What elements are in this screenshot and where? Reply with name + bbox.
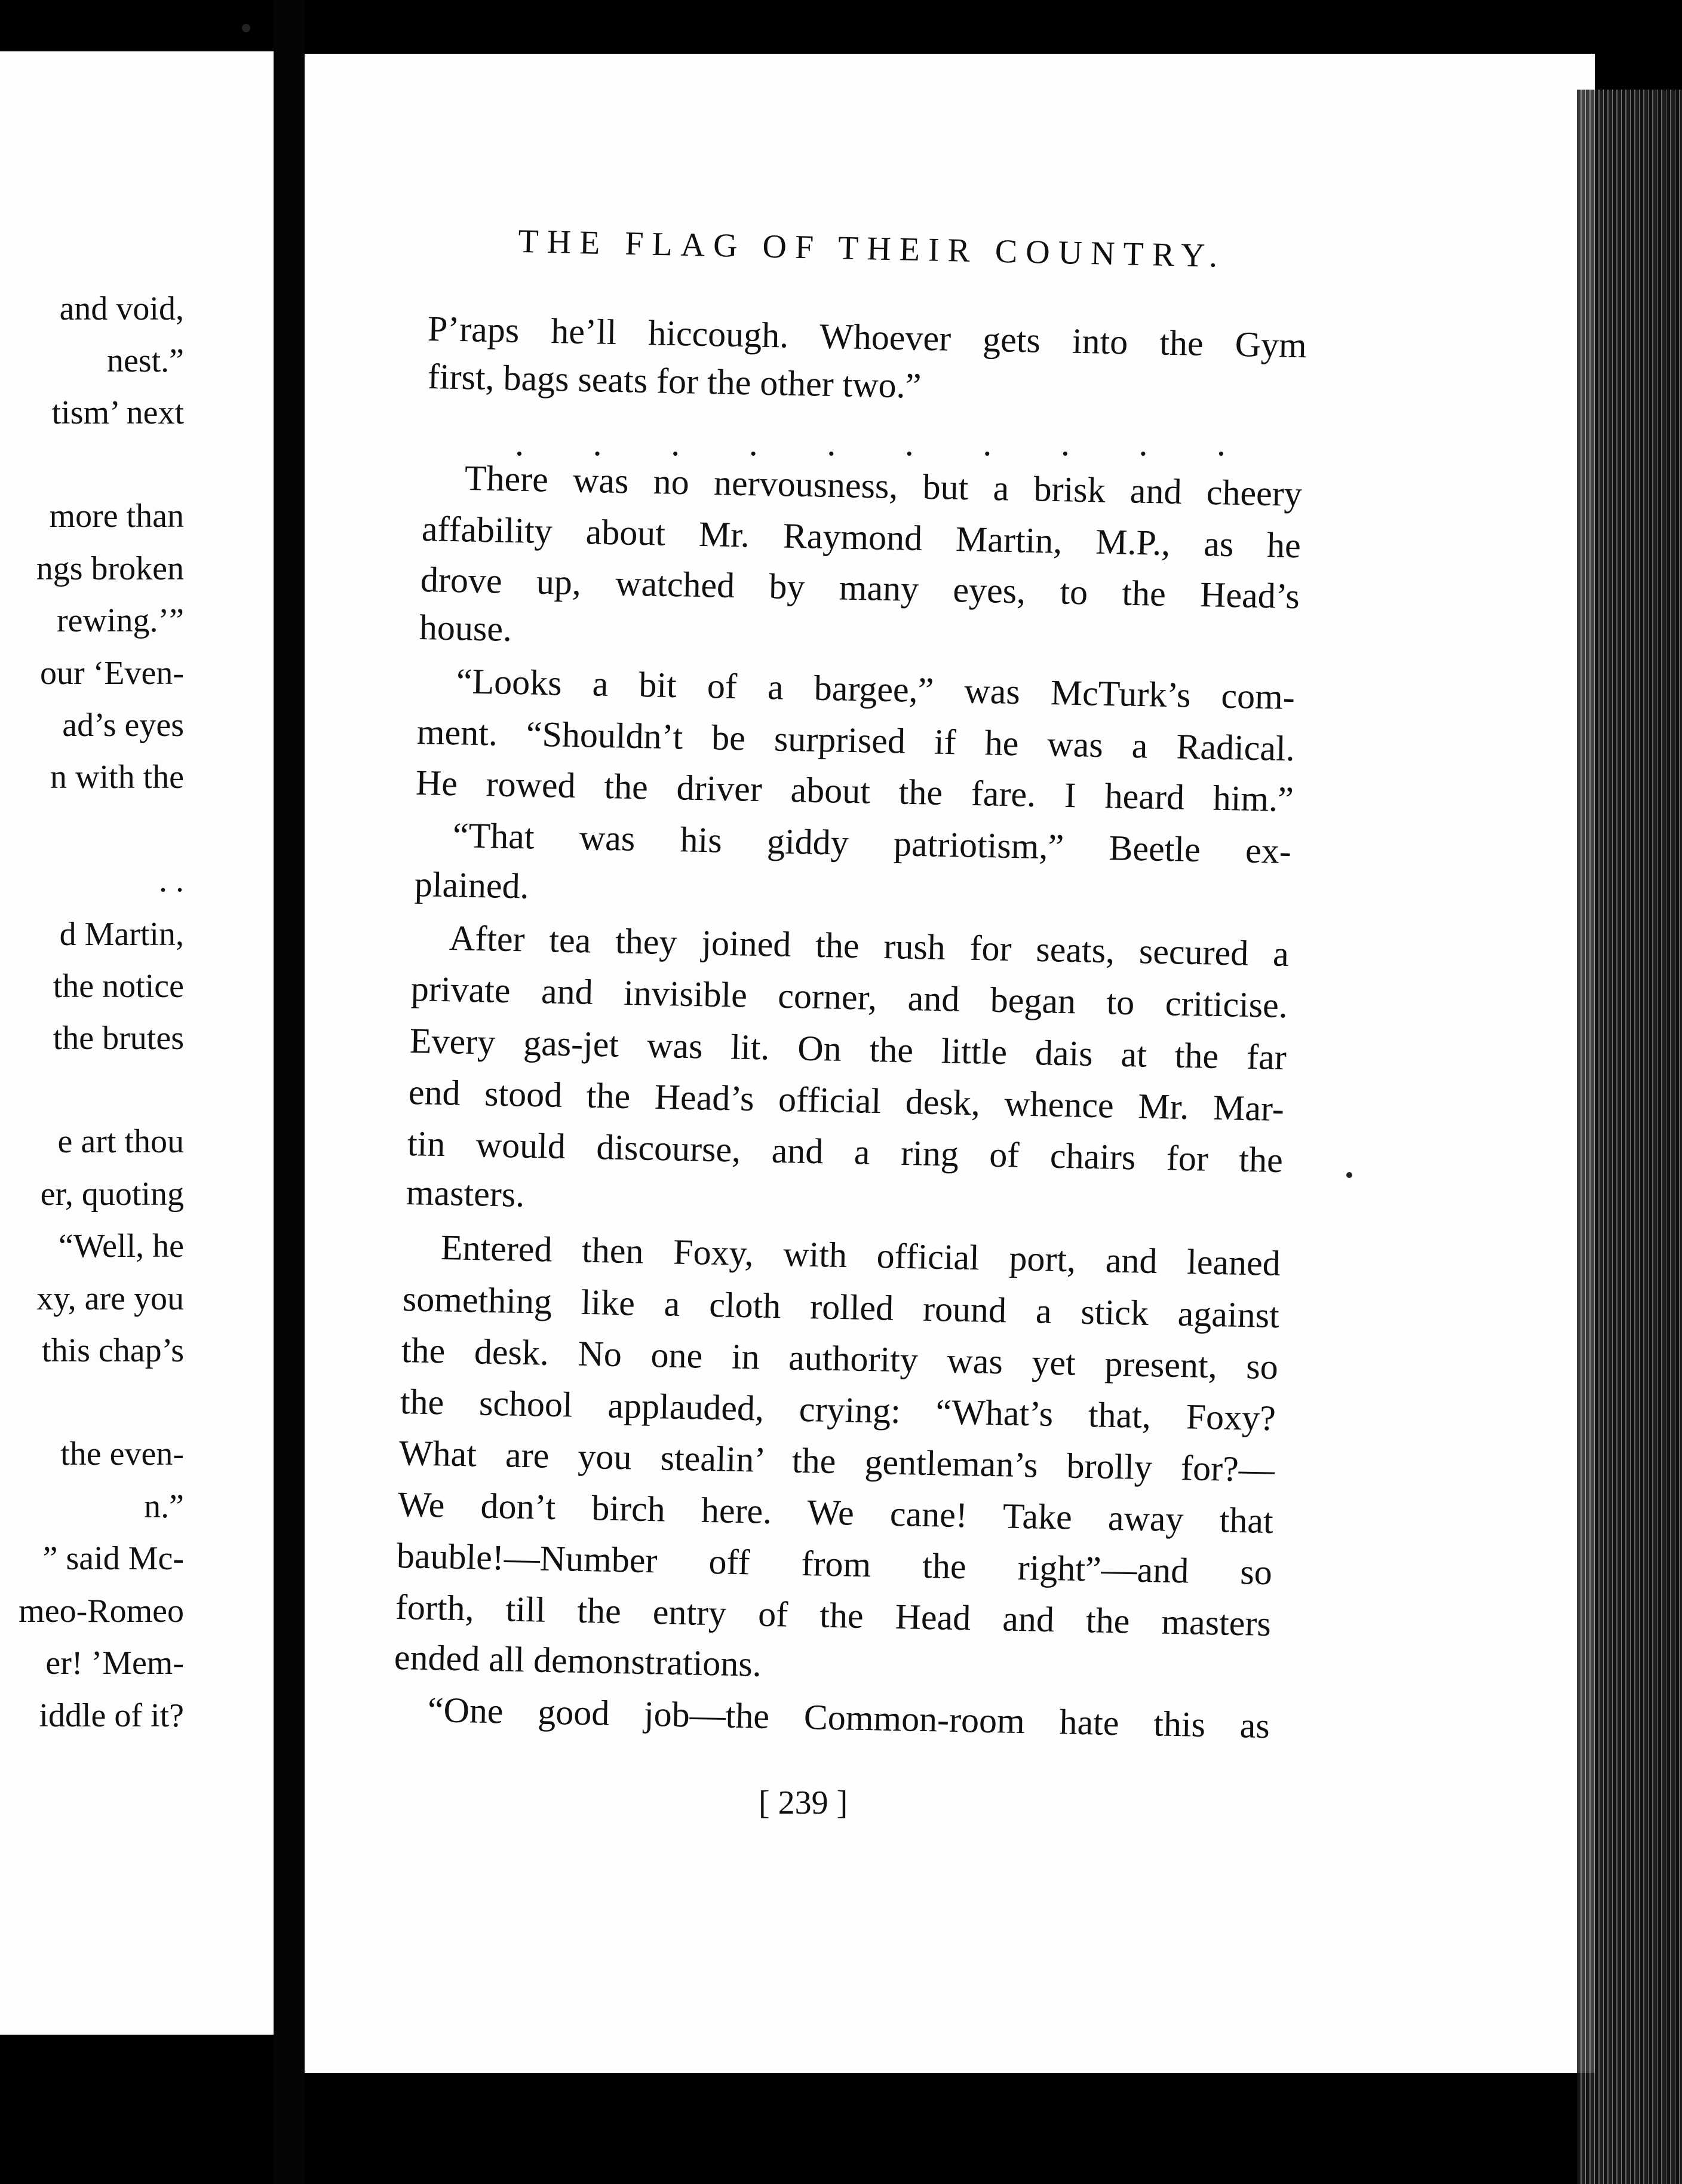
running-head: THE FLAG OF THEIR COUNTRY.	[517, 223, 1226, 275]
left-line: our ‘Even-	[39, 655, 184, 692]
left-line: rewing.’”	[56, 602, 184, 639]
body-line: After tea they joined the rush for seats, secured a	[449, 918, 1290, 974]
left-line: the even-	[60, 1435, 184, 1473]
page-edge	[1577, 90, 1682, 2184]
left-line: and void,	[59, 290, 184, 327]
body-line: ment. “Shouldn’t be surprised if he was a Radical.	[416, 712, 1296, 769]
left-line: the notice	[53, 968, 184, 1005]
body-line: There was no nervousness, but a brisk and cheery	[464, 458, 1303, 514]
left-line: n with the	[50, 759, 184, 796]
left-line: tism’ next	[51, 394, 184, 431]
body-line: affability about Mr. Raymond Martin, M.P., as he	[421, 509, 1302, 566]
ink-speck	[1346, 1172, 1352, 1178]
left-line: e art thou	[57, 1123, 184, 1160]
page-number: [ 239 ]	[759, 1784, 848, 1821]
left-line: the brutes	[53, 1020, 184, 1057]
left-line: ” said Mc-	[42, 1540, 184, 1577]
body-line: drove up, watched by many eyes, to the Head’s	[420, 560, 1300, 616]
ink-speck	[242, 24, 250, 32]
left-line: ad’s eyes	[62, 707, 184, 744]
left-line: “Well, he	[58, 1228, 184, 1265]
left-line: more than	[49, 498, 184, 535]
body-line: P’raps he’ll hiccough. Whoever gets into the Gym	[427, 309, 1307, 366]
left-line: meo-Romeo	[19, 1593, 184, 1630]
body-line: something like a cloth rolled round a stick against	[402, 1279, 1280, 1336]
body-line: tin would discourse, and a ring of chairs for the	[407, 1124, 1284, 1180]
body-line: forth, till the entry of the Head and the masters	[395, 1587, 1272, 1644]
left-line: nest.”	[106, 342, 184, 379]
body-line: first, bags seats for the other two.”	[427, 357, 922, 406]
body-line: masters.	[406, 1173, 525, 1214]
body-line: private and invisible corner, and began to criticise.	[410, 969, 1288, 1026]
left-line: iddle of it?	[39, 1697, 184, 1734]
body-line: “That was his giddy patriotism,” Beetle ex-	[452, 815, 1292, 871]
left-line: n.”	[144, 1488, 184, 1525]
body-line: Entered then Foxy, with official port, and leaned	[440, 1228, 1281, 1283]
left-line: this chap’s	[42, 1332, 184, 1369]
left-line: er! ’Mem-	[45, 1645, 184, 1682]
left-line: ngs broken	[36, 550, 184, 587]
left-facing-page	[0, 51, 274, 2035]
body-line: Every gas-jet was lit. On the little dais at the far	[409, 1021, 1287, 1078]
body-line: bauble!—Number off from the right”—and so	[396, 1536, 1273, 1593]
left-line: . .	[159, 862, 184, 899]
body-line: the desk. No one in authority was yet present, so	[401, 1330, 1279, 1387]
body-line: end stood the Head’s official desk, whence Mr. Mar-	[408, 1072, 1285, 1129]
book-gutter	[274, 0, 305, 2184]
left-line: er, quoting	[40, 1176, 184, 1213]
body-line: ended all demonstrations.	[394, 1637, 762, 1684]
body-line: We don’t birch here. We cane! Take away that	[397, 1484, 1274, 1541]
body-line: house.	[419, 608, 512, 649]
left-line: d Martin,	[59, 916, 184, 953]
left-line: xy, are you	[36, 1280, 184, 1317]
section-break-dots: . . . . . . . . . .	[515, 424, 1226, 463]
body-line: He rowed the driver about the fare. I heard him.”	[415, 763, 1294, 820]
body-line: What are you stealin’ the gentleman’s brolly for?—	[398, 1433, 1275, 1490]
body-line: “One good job—the Common-room hate this as	[427, 1690, 1270, 1746]
body-line: the school applauded, crying: “What’s that, Foxy?	[400, 1382, 1276, 1438]
body-line: plained.	[414, 864, 530, 906]
body-line: “Looks a bit of a bargee,” was McTurk’s com-	[456, 661, 1296, 717]
